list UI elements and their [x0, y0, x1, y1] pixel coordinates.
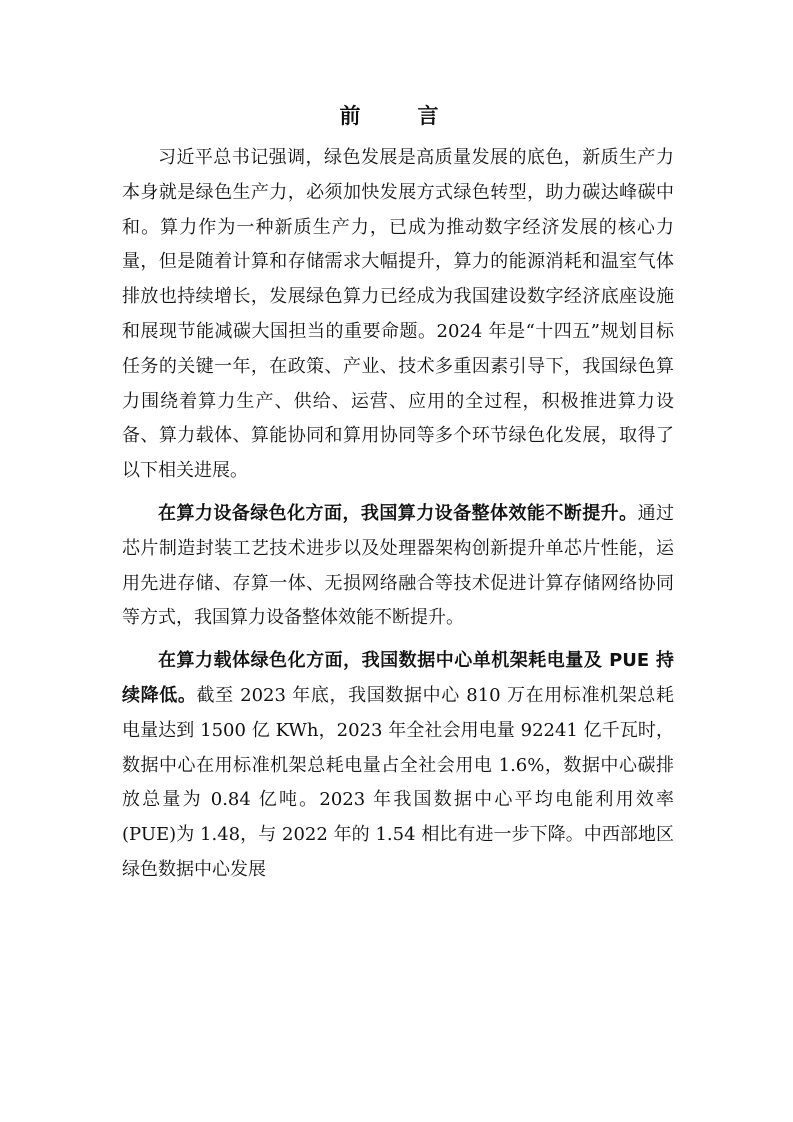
- page-title: 前 言: [339, 104, 457, 128]
- document-body: [122, 141, 674, 888]
- paragraph-lead: 在算力载体绿色化方面，我国数据中心单机架耗电量及 PUE 持续降低。: [122, 650, 674, 706]
- paragraph-text: 截至 2023 年底，我国数据中心 810 万在用标准机架总耗电量达到 1500 亿 KWh，2023 年全社会用电量 92241 亿千瓦时，数据中心在用标准机架总耗电量占全社会用电 1.6%，数据中心碳排放总量为 0.84 亿吨。2023 年我国数据中心平均电能利用效率(PUE)为 1.48，与 2022 年的 1.54 相比有进一步下降。中西部地区绿色数据中心发展: [122, 684, 674, 880]
- paragraph-lead: 在算力设备绿色化方面，我国算力设备整体效能不断提升。: [158, 502, 638, 524]
- paragraph-intro: [122, 141, 674, 489]
- paragraph-text: 习近平总书记强调，绿色发展是高质量发展的底色，新质生产力本身就是绿色生产力，必须加快发展方式绿色转型，助力碳达峰碳中和。算力作为一种新质生产力，已成为推动数字经济发展的核心力量，但是随着计算和存储需求大幅提升，算力的能源消耗和温室气体排放也持续增长，发展绿色算力已经成为我国建设数字经济底座设施和展现节能减碳大国担当的重要命题。2024 年是“十四五”规划目标任务的关键一年，在政策、产业、技术多重因素引导下，我国绿色算力围绕着算力生产、供给、运营、应用的全过程，积极推进算力设备、算力载体、算能协同和算用协同等多个环节绿色化发展，取得了以下相关进展。: [122, 147, 674, 482]
- paragraph-computing-devices: [122, 497, 674, 636]
- paragraph-computing-carriers: [122, 644, 674, 888]
- paragraph-text: 通过芯片制造封装工艺技术进步以及处理器架构创新提升单芯片性能，运用先进存储、存算一体、无损网络融合等技术促进计算存储网络协同等方式，我国算力设备整体效能不断提升。: [122, 502, 675, 629]
- paragraph-gap: [122, 489, 674, 497]
- paragraph-gap: [122, 636, 674, 644]
